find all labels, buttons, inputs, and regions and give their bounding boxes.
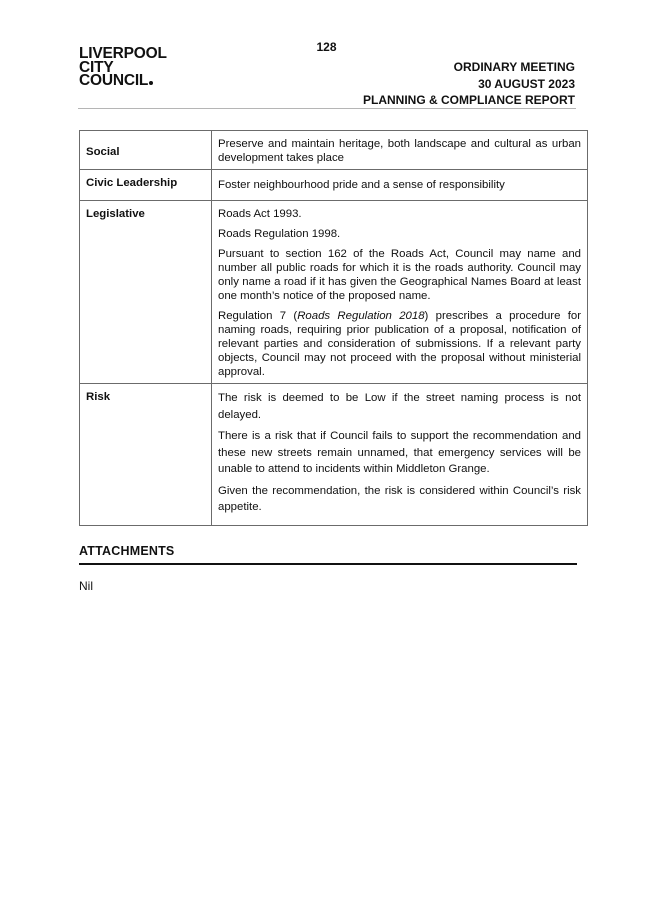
legislative-p4-post: ) prescribes a procedure for naming roads, requiring prior publication of a proposal, notification of relevant parties and consideration of submissions. If a relevant party objects, Council may not proceed with the proposal without ministerial approval. xyxy=(218,310,582,378)
table-row-legislative xyxy=(80,201,588,384)
risk-p2: There is a risk that if Council fails to support the recommendation and these new streets remain unnamed, that emergency services will be unable to attend to incidents within Middleton Grange. xyxy=(218,430,581,475)
meeting-date: 30 AUGUST 2023 xyxy=(478,76,575,91)
page-number: 128 xyxy=(316,40,337,54)
row-label: Risk xyxy=(80,384,212,526)
logo-line-2: CITY xyxy=(79,58,114,76)
table-row-social xyxy=(80,131,588,170)
legislative-p4 xyxy=(218,309,581,379)
attachments-divider xyxy=(79,563,577,565)
legislative-p4-pre: Regulation 7 ( xyxy=(218,310,298,322)
council-logo xyxy=(79,47,167,88)
considerations-table xyxy=(79,130,588,526)
legislative-p1: Roads Act 1993. xyxy=(218,208,302,220)
civic-text: Foster neighbourhood pride and a sense of responsibility xyxy=(218,179,505,191)
attachments-heading: ATTACHMENTS xyxy=(79,544,175,558)
logo-line-3-text: COUNCIL xyxy=(79,72,149,89)
row-content xyxy=(212,170,588,201)
row-label: Social xyxy=(80,131,212,170)
meeting-header xyxy=(363,59,575,109)
meeting-title: ORDINARY MEETING xyxy=(453,60,575,74)
report-name: PLANNING & COMPLIANCE REPORT xyxy=(362,93,575,107)
legislative-p2: Roads Regulation 1998. xyxy=(218,228,341,240)
logo-dot-icon xyxy=(149,81,153,85)
social-text: Preserve and maintain heritage, both landscape and cultural as urban development takes place xyxy=(218,138,581,164)
row-content xyxy=(212,384,588,526)
row-label: Legislative xyxy=(80,201,212,384)
table-row-risk xyxy=(80,384,588,526)
logo-line-3 xyxy=(79,74,167,88)
table-row-civic-leadership xyxy=(80,170,588,201)
header-divider xyxy=(78,108,576,109)
row-content xyxy=(212,131,588,170)
risk-p1: The risk is deemed to be Low if the street naming process is not delayed. xyxy=(218,392,581,421)
logo-line-1: LIVERPOOL xyxy=(79,45,167,62)
attachments-body: Nil xyxy=(79,579,93,593)
legislative-p3: Pursuant to section 162 of the Roads Act, Council may name and number all public roads for which it is the roads authority. Council may only name a road if it has given the Geographical Names Board at least one month’s notice of the proposed name. xyxy=(218,248,581,302)
row-content xyxy=(212,201,588,384)
row-label: Civic Leadership xyxy=(80,170,212,201)
risk-p3: Given the recommendation, the risk is considered within Council’s risk appetite. xyxy=(218,484,581,513)
legislative-p4-italic: Roads Regulation 2018 xyxy=(297,310,425,322)
